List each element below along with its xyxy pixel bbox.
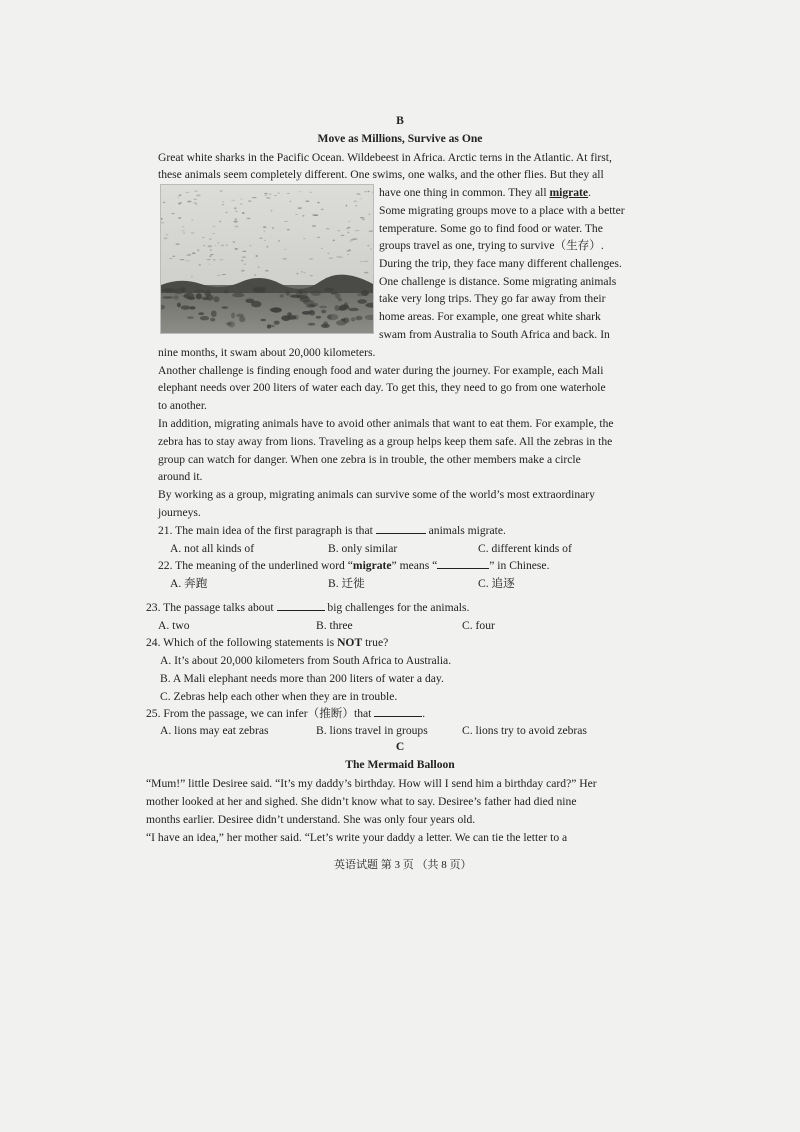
question-keyword: migrate (352, 559, 392, 572)
page-footer: 英语试题 第 3 页 （共 8 页） (334, 859, 472, 871)
option-b: B. lions travel in groups (316, 724, 428, 737)
question-text: animals migrate. (425, 524, 506, 537)
option-b: B. A Mali elephant needs more than 200 liters of water a day. (160, 672, 444, 685)
option-c: C. 追逐 (478, 577, 515, 590)
question-text: big challenges for the animals. (324, 601, 470, 614)
passage-text: . (588, 186, 591, 199)
passage-line (379, 184, 591, 202)
passage-line: elephant needs over 200 liters of water each day. To get this, they need to go from one waterhole (158, 381, 606, 394)
option-a: A. 奔跑 (170, 577, 208, 590)
underlined-word-migrate: migrate (549, 186, 589, 199)
passage-line: Another challenge is finding enough food and water during the journey. For example, each Mali (158, 364, 604, 377)
passage-line: By working as a group, migrating animals can survive some of the world’s most extraordinary (158, 488, 595, 501)
question-text: . (422, 707, 426, 720)
passage-line: these animals seem completely different. One swims, one walks, and the other flies. But they all (158, 168, 604, 181)
migrating-animals-photo (160, 184, 374, 334)
passage-line: nine months, it swam about 20,000 kilometers. (158, 346, 376, 359)
passage-line: home areas. For example, one great white shark (379, 310, 601, 323)
section-c-title: The Mermaid Balloon (345, 758, 455, 771)
passage-line: zebra has to stay away from lions. Traveling as a group helps keep them safe. All the zebras in the (158, 435, 613, 448)
answer-blank[interactable] (374, 706, 422, 717)
passage-line: take very long trips. They go far away from their (379, 292, 606, 305)
question-text: 24. Which of the following statements is (146, 636, 338, 649)
passage-line: Some migrating groups move to a place with a better (379, 204, 625, 217)
option-b: B. only similar (328, 542, 398, 555)
section-c-letter: C (395, 740, 405, 753)
option-c: C. different kinds of (478, 542, 572, 555)
passage-line: groups travel as one, trying to survive（生存）. (379, 239, 604, 252)
question-text: 23. The passage talks about (146, 601, 277, 614)
question-text: 21. The main idea of the first paragraph is that (158, 524, 376, 537)
question-23-stem (146, 599, 469, 617)
question-21-stem (158, 522, 506, 540)
passage-text: have one thing in common. They all (379, 186, 550, 199)
option-c: C. lions try to avoid zebras (462, 724, 587, 737)
passage-line: Great white sharks in the Pacific Ocean. Wildebeest in Africa. Arctic terns in the Atlantic. At first, (158, 151, 612, 164)
option-c: C. Zebras help each other when they are in trouble. (160, 690, 398, 703)
passage-line: mother looked at her and sighed. She didn’t know what to say. Desiree’s father had died nine (146, 795, 577, 808)
section-b-title: Move as Millions, Survive as One (317, 132, 483, 145)
passage-line: journeys. (158, 506, 201, 519)
question-text: 22. The meaning of the underlined word “ (158, 559, 353, 572)
question-text: ” in Chinese. (489, 559, 550, 572)
passage-line: around it. (158, 470, 203, 483)
question-keyword: NOT (337, 636, 363, 649)
passage-line: temperature. Some go to find food or water. The (379, 222, 603, 235)
question-text: ” means “ (391, 559, 438, 572)
passage-line: One challenge is distance. Some migrating animals (379, 275, 617, 288)
answer-blank[interactable] (277, 600, 325, 611)
question-24-stem (146, 634, 388, 652)
option-a: A. lions may eat zebras (160, 724, 269, 737)
question-25-stem (146, 705, 425, 723)
question-text: 25. From the passage, we can infer（推断）that (146, 707, 375, 720)
passage-line: “I have an idea,” her mother said. “Let’s write your daddy a letter. We can tie the letter to a (146, 831, 568, 844)
option-b: B. 迁徙 (328, 577, 365, 590)
option-a: A. two (158, 619, 190, 632)
section-b-letter: B (396, 114, 404, 127)
question-22-stem (158, 557, 549, 575)
option-a: A. not all kinds of (170, 542, 255, 555)
passage-line: swam from Australia to South Africa and back. In (379, 328, 610, 341)
option-c: C. four (462, 619, 495, 632)
question-text: true? (362, 636, 389, 649)
passage-line: months earlier. Desiree didn’t understand. She was only four years old. (146, 813, 476, 826)
passage-line: group can watch for danger. When one zebra is in trouble, the other members make a circle (158, 453, 581, 466)
passage-line: During the trip, they face many different challenges. (379, 257, 622, 270)
passage-line: to another. (158, 399, 207, 412)
option-a: A. It’s about 20,000 kilometers from South Africa to Australia. (160, 654, 452, 667)
passage-line: In addition, migrating animals have to avoid other animals that want to eat them. For example, the (158, 417, 614, 430)
option-b: B. three (316, 619, 353, 632)
passage-line: “Mum!” little Desiree said. “It’s my daddy’s birthday. How will I send him a birthday card?” Her (146, 777, 597, 790)
answer-blank[interactable] (376, 523, 426, 534)
answer-blank[interactable] (437, 558, 489, 569)
